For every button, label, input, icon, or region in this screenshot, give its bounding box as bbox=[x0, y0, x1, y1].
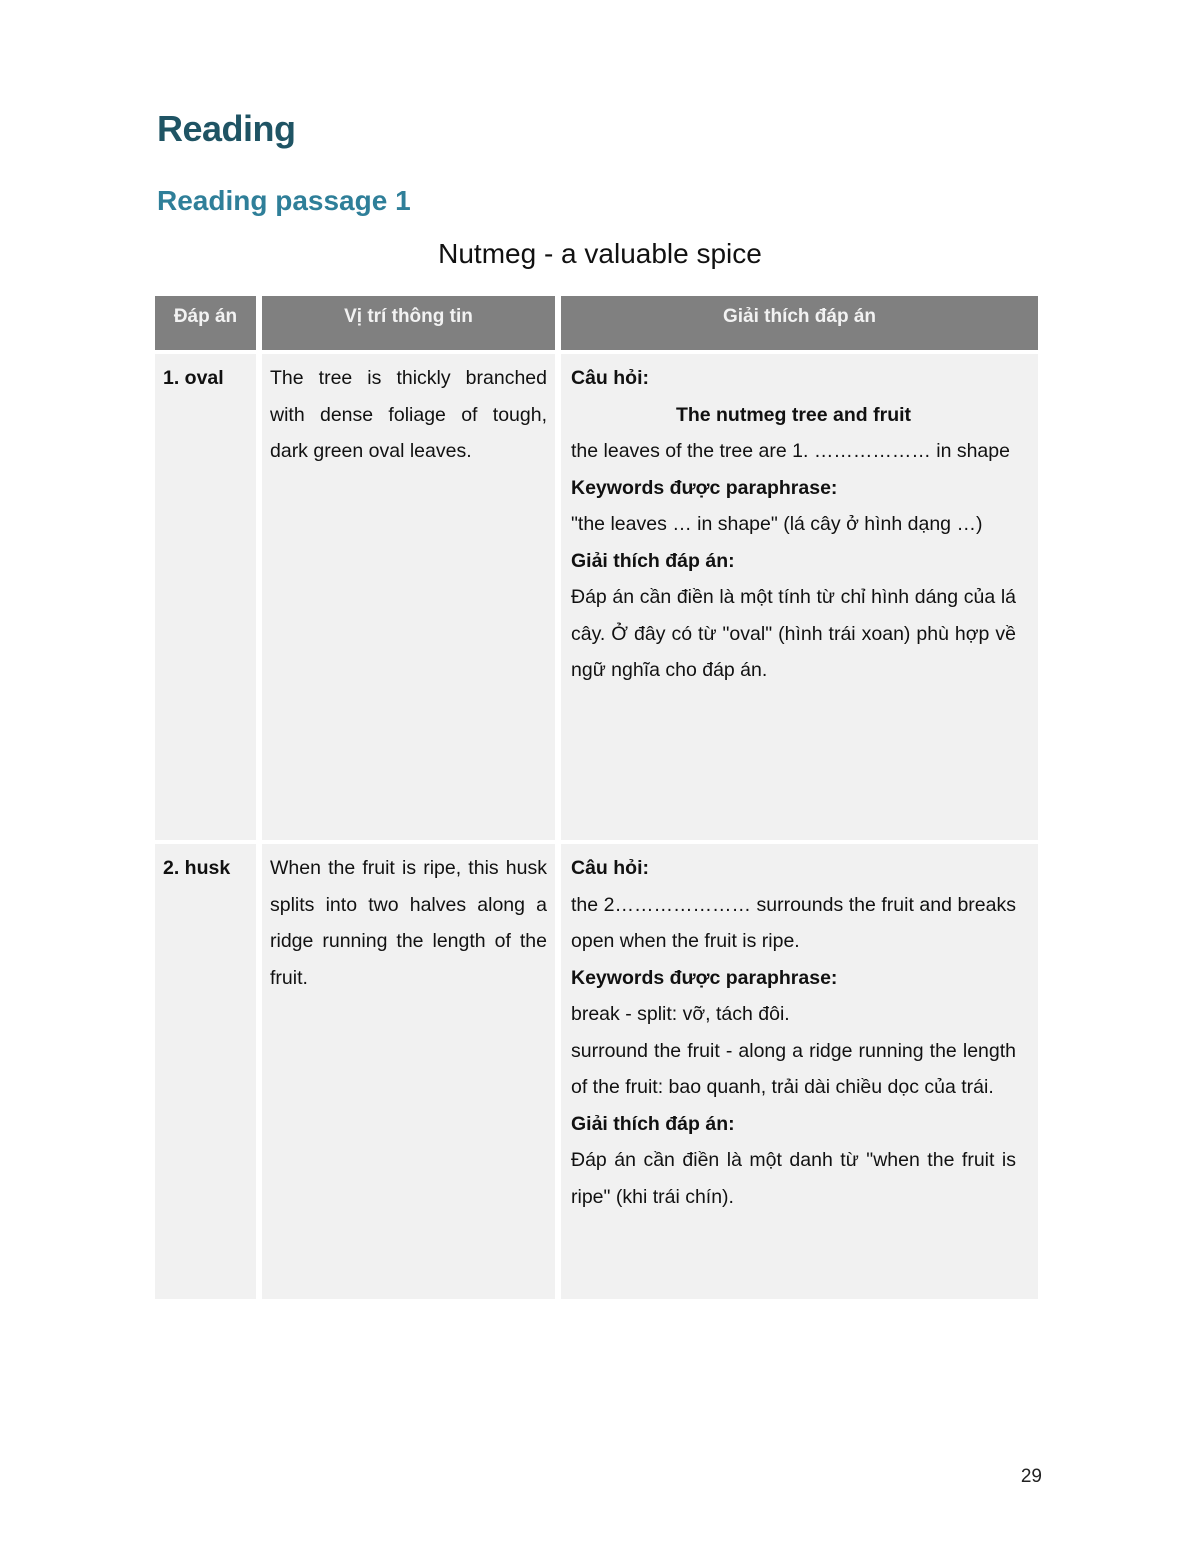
section-heading: Reading passage 1 bbox=[157, 185, 411, 216]
answer-cell: 1. oval bbox=[155, 354, 256, 840]
keywords-label: Keywords được paraphrase: bbox=[571, 476, 838, 499]
header-location: Vị trí thông tin bbox=[262, 296, 555, 350]
table-row bbox=[155, 844, 1038, 1299]
explanation-text: Đáp án cần điền là một tính từ chỉ hình dáng của lá cây. Ở đây có từ "oval" (hình trái xoan) phù hợp về ngữ nghĩa cho đáp án. bbox=[571, 586, 1016, 681]
explanation-label: Giải thích đáp án: bbox=[571, 549, 735, 572]
question-label: Câu hỏi: bbox=[571, 857, 649, 879]
keywords-label: Keywords được paraphrase: bbox=[571, 966, 838, 989]
table-row bbox=[155, 354, 1038, 840]
page-heading: Reading bbox=[157, 108, 296, 149]
header-explanation: Giải thích đáp án bbox=[561, 296, 1038, 350]
location-cell: When the fruit is ripe, this husk splits into two halves along a ridge running the length of the fruit. bbox=[262, 844, 555, 1299]
keywords-line: break - split: vỡ, tách đôi. bbox=[571, 1003, 790, 1025]
passage-title: Nutmeg - a valuable spice bbox=[438, 238, 762, 269]
explanation-text: Đáp án cần điền là một danh từ "when the fruit is ripe" (khi trái chín). bbox=[571, 1149, 1016, 1208]
keywords-line: "the leaves … in shape" (lá cây ở hình dạng …) bbox=[571, 513, 983, 535]
question-label: Câu hỏi: bbox=[571, 367, 649, 389]
explanation-label: Giải thích đáp án: bbox=[571, 1112, 735, 1135]
location-cell: The tree is thickly branched with dense foliage of tough, dark green oval leaves. bbox=[262, 354, 555, 840]
answer-cell: 2. husk bbox=[155, 844, 256, 1299]
question-text: the leaves of the tree are 1. ……………… in shape bbox=[571, 440, 1010, 462]
keywords-line: surround the fruit - along a ridge running the length of the fruit: bao quanh, trải dài chiều dọc của trái. bbox=[571, 1039, 1016, 1098]
header-answer: Đáp án bbox=[155, 296, 256, 350]
explanation-cell bbox=[561, 354, 1038, 840]
question-subtitle: The nutmeg tree and fruit bbox=[675, 403, 912, 426]
question-text: the 2………………… surrounds the fruit and breaks open when the fruit is ripe. bbox=[571, 893, 1016, 952]
table-header-row bbox=[155, 296, 1038, 350]
page-number: 29 bbox=[1020, 1466, 1042, 1487]
answer-table bbox=[149, 292, 1044, 1303]
explanation-cell bbox=[561, 844, 1038, 1299]
